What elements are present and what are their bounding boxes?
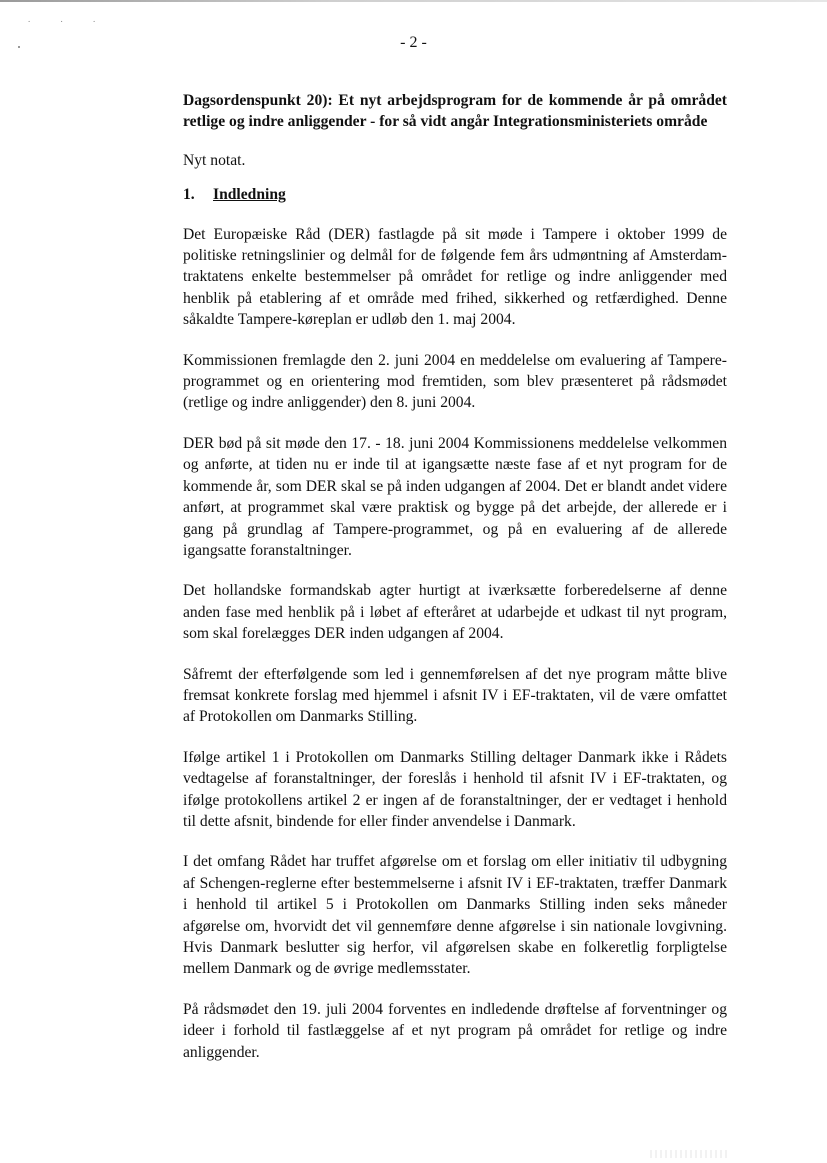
scan-artifact-noise	[650, 1150, 730, 1158]
section-heading	[183, 184, 727, 205]
section-title: Indledning	[213, 186, 286, 204]
section-number: 1.	[183, 186, 195, 204]
note-text: Nyt notat.	[183, 151, 246, 169]
page-number: - 2 -	[400, 34, 427, 51]
paragraph: På rådsmødet den 19. juli 2004 forventes en indledende drøftelse af forventninger og ideer i forhold til fastlæggelse af et nyt program på området for retlige og indre anliggender.	[183, 1000, 727, 1061]
paragraph: I det omfang Rådet har truffet afgørelse om et forslag om eller initiativ til udbygning af Schengen-reglerne efter bestemmelserne i afsnit IV i EF-traktaten, træffer Danmark i henhold til artikel 5 i Protokollen om Danmarks Stilling inden seks måneder afgørelse om, hvorvidt det vil gennemføre denne afgørelse i sin nationale lovgivning. Hvis Danmark beslutter sig herfor, vil afgørelsen skabe en folkeretlig forpligtelse mellem Danmark og de øvrige medlemsstater.	[183, 853, 727, 978]
scan-artifact: . . .	[28, 14, 110, 24]
paragraph: Det hollandske formandskab agter hurtigt at iværksætte forberedelserne af denne anden fase med henblik på i løbet af efteråret at udarbejde et udkast til nyt program, som skal forelægges DER inden udgangen af 2004.	[183, 582, 727, 643]
paragraph: Såfremt der efterfølgende som led i gennemførelsen af det nye program måtte blive fremsat konkrete forslag med hjemmel i afsnit IV i EF-traktaten, vil de være omfattet af Protokollen om Danmarks Stilling.	[183, 665, 727, 726]
paragraph: Det Europæiske Råd (DER) fastlagde på sit møde i Tampere i oktober 1999 de politiske retningslinier og delmål for de følgende fem års udmøntning af Amsterdam-traktatens enkelte bestemmelser på området for retlige og indre anliggender med henblik på etablering af et område med frihed, sikkerhed og retfærdighed. Denne såkaldte Tampere-køreplan er udløb den 1. maj 2004.	[183, 225, 727, 329]
document-body	[183, 90, 727, 1082]
paragraph: Kommissionen fremlagde den 2. juni 2004 en meddelelse om evaluering af Tampere-programmet og en orientering mod fremtiden, som blev præsenteret på rådsmødet (retlige og indre anliggender) den 8. juni 2004.	[183, 351, 727, 412]
agenda-title: Dagsordenspunkt 20): Et nyt arbejdsprogram for de kommende år på området retlige og indre anliggender - for så vidt angår Integrationsministeriets område	[183, 92, 727, 131]
paragraph: Ifølge artikel 1 i Protokollen om Danmarks Stilling deltager Danmark ikke i Rådets vedtagelse af foranstaltninger, der foreslås i henhold til afsnit IV i EF-traktaten, og ifølge protokollens artikel 2 er ingen af de foranstaltninger, der er vedtaget i henhold til dette afsnit, bindende for eller finder anvendelse i Danmark.	[183, 748, 727, 830]
scan-edge	[0, 0, 827, 2]
paragraph: DER bød på sit møde den 17. - 18. juni 2004 Kommissionens meddelelse velkommen og anførte, at tiden nu er inde til at igangsætte næste fase af et nyt program for de kommende år, som DER skal se på inden udgangen af 2004. Det er blandt andet videre anført, at programmet skal være praktisk og bygge på det arbejde, der allerede er i gang på grundlag af Tampere-programmet, og på en evaluering af de allerede igangsatte foranstaltninger.	[183, 434, 727, 559]
